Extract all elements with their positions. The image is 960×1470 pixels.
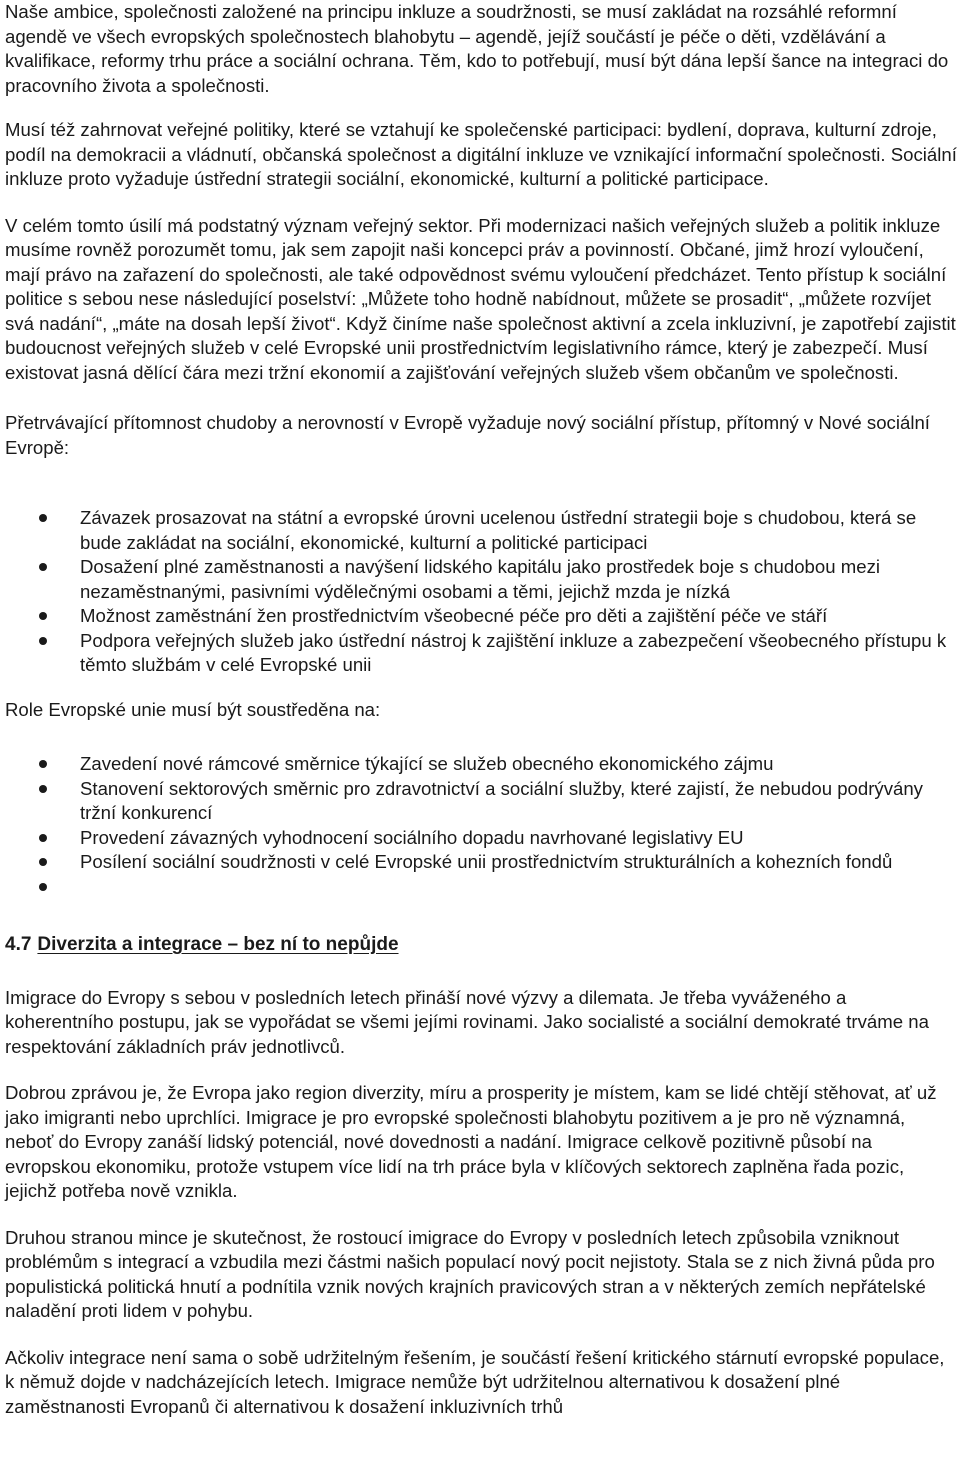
list-item [5, 555, 957, 604]
bullet-icon [39, 612, 47, 620]
bullet-icon [39, 514, 47, 522]
paragraph-public-sector: V celém tomto úsilí má podstatný význam veřejný sektor. Při modernizaci našich veřejných služeb a politik inkluze musíme rovněž porozumět tomu, jak sem zapojit naši koncepci práv a povinností. Občané, jimž hrozí vyloučení, mají právo na zařazení do společnosti, ale také odpovědnost svému vyloučení předcházet. Tento přístup k sociální politice s sebou nese následující poselství: „Můžete toho hodně nabídnout, můžete se prosadit“, „můžete rozvíjet svá nadání“, „máte na dosah lepší život“. Když činíme naše společnost aktivní a zcela inkluzivní, je zapotřebí zajistit budoucnost veřejných služeb v celé Evropské unii prostřednictvím legislativního rámce, který je zabezpečí. Musí existovat jasná dělící čára mezi tržní ekonomií a zajišťování veřejných služeb všem občanům ve společnosti. [5, 214, 956, 383]
section-number: 4.7 [5, 934, 32, 955]
paragraph-role-intro: Role Evropské unie musí být soustředěna na: [5, 698, 381, 720]
list-item-text: Podpora veřejných služeb jako ústřední nástroj k zajištění inkluze a zabezpečení všeobecného přístupu k těmto službám v celé Evropské unii [80, 629, 947, 675]
bullet-icon [39, 883, 47, 891]
bullet-icon [39, 760, 47, 768]
list-item [5, 604, 957, 629]
list-item [5, 752, 957, 777]
list-item-text: Provedení závazných vyhodnocení sociálního dopadu navrhované legislativy EU [80, 826, 744, 848]
paragraph-other-side: Druhou stranou mince je skutečnost, že rostoucí imigrace do Evropy v posledních letech způsobila vzniknout problémům s integrací a vzbudila mezi částmi našich populací nový pocit nejistoty. Stala se z nich živná půda pro populistická politická hnutí a podnítila vznik nových krajních pravicových stran a v některých zemích nepřátelské naladění proti lidem v pohybu. [5, 1226, 935, 1321]
list-item-text: Závazek prosazovat na státní a evropské úrovni ucelenou ústřední strategii boje s chudobou, která se bude zakládat na sociální, ekonomické, kulturní a politické participaci [80, 507, 917, 553]
bullet-icon [39, 785, 47, 793]
bullet-icon [39, 563, 47, 571]
list-item-text: Posílení sociální soudržnosti v celé Evropské unii prostřednictvím strukturálních a kohezních fondů [80, 851, 893, 872]
bullet-icon [39, 858, 47, 866]
list-item-text: Možnost zaměstnání žen prostřednictvím všeobecné péče pro děti a zajištění péče ve stáří [80, 605, 828, 626]
paragraph-aging-population: Ačkoliv integrace není sama o sobě udržitelným řešením, je součástí řešení kritického stárnutí evropské populace, k němuž dojde v nadcházejících letech. Imigrace nemůže být udržitelnou alternativou k dosažení plné zaměstnanosti Evropanů či alternativou k dosažení inkluzivních trhů [5, 1346, 945, 1417]
list-item-text: Stanovení sektorových směrnic pro zdravotnictví a sociální služby, které zajistí, že nebudou podrývány tržní konkurencí [80, 777, 923, 823]
section-title: Diverzita a integrace – bez ní to nepůjde [37, 934, 399, 955]
paragraph-reform-agenda: Naše ambice, společnosti založené na principu inkluze a soudržnosti, se musí zakládat na rozsáhlé reformní agendě ve všech evropských společnostech blahobytu – agendě, jejíž součástí je péče o děti, vzdělávání a kvalifikace, reformy trhu práce a sociální ochrana. Těm, kdo to potřebují, musí být dána lepší šance na integraci do pracovního života a společnosti. [5, 1, 949, 96]
list-item [5, 777, 957, 826]
paragraph-good-news: Dobrou zprávou je, že Evropa jako region diverzity, míru a prosperity je místem, kam se lidé chtějí stěhovat, ať už jako imigranti nebo uprchlíci. Imigrace je pro evropské společnosti blahobytu pozitivem a je pro ně významná, neboť do Evropy zanáší lidský potenciál, nové dovednosti a nadání. Imigrace celkově pozitivně působí na evropskou ekonomiku, protože vstupem více lidí na trh práce byla v klíčových sektorech zaplněna řada pozic, jejichž potřeba nově vznikla. [5, 1082, 937, 1201]
paragraph-public-policies: Musí též zahrnovat veřejné politiky, které se vztahují ke společenské participaci: bydlení, doprava, kulturní zdroje, podíl na demokracii a vládnutí, občanská společnost a digitální inkluze ve vznikající informační společnosti. Sociální inkluze proto vyžaduje ústřední strategii sociální, ekonomické, kulturní a politické participace. [5, 119, 957, 189]
list-item [5, 850, 957, 875]
bullet-icon [39, 834, 47, 842]
list-item [5, 826, 957, 851]
list-item [5, 875, 957, 900]
list-item-text: Zavedení nové rámcové směrnice týkající se služeb obecného ekonomického zájmu [80, 753, 774, 774]
paragraph-poverty-intro: Přetrvávající přítomnost chudoby a nerovností v Evropě vyžaduje nový sociální přístup, přítomný v Nové sociální Evropě: [5, 412, 930, 458]
bullet-icon [39, 637, 47, 645]
document-page [5, 0, 957, 1419]
list-item-text: Dosažení plné zaměstnanosti a navýšení lidského kapitálu jako prostředek boje s chudobou mezi nezaměstnanými, pasivními výdělečnými osobami a těmi, jejichž mzda je nízká [80, 556, 881, 602]
poverty-strategy-list [5, 506, 957, 678]
section-heading [5, 933, 957, 958]
eu-role-list [5, 752, 957, 899]
paragraph-immigration-challenges: Imigrace do Evropy s sebou v posledních letech přináší nové výzvy a dilemata. Je třeba vyváženého a koherentního postupu, jak se vypořádat se všemi jejími rovinami. Jako socialisté a sociální demokraté trváme na respektování základních práv jednotlivců. [5, 986, 929, 1057]
list-item [5, 629, 957, 678]
list-item [5, 506, 957, 555]
